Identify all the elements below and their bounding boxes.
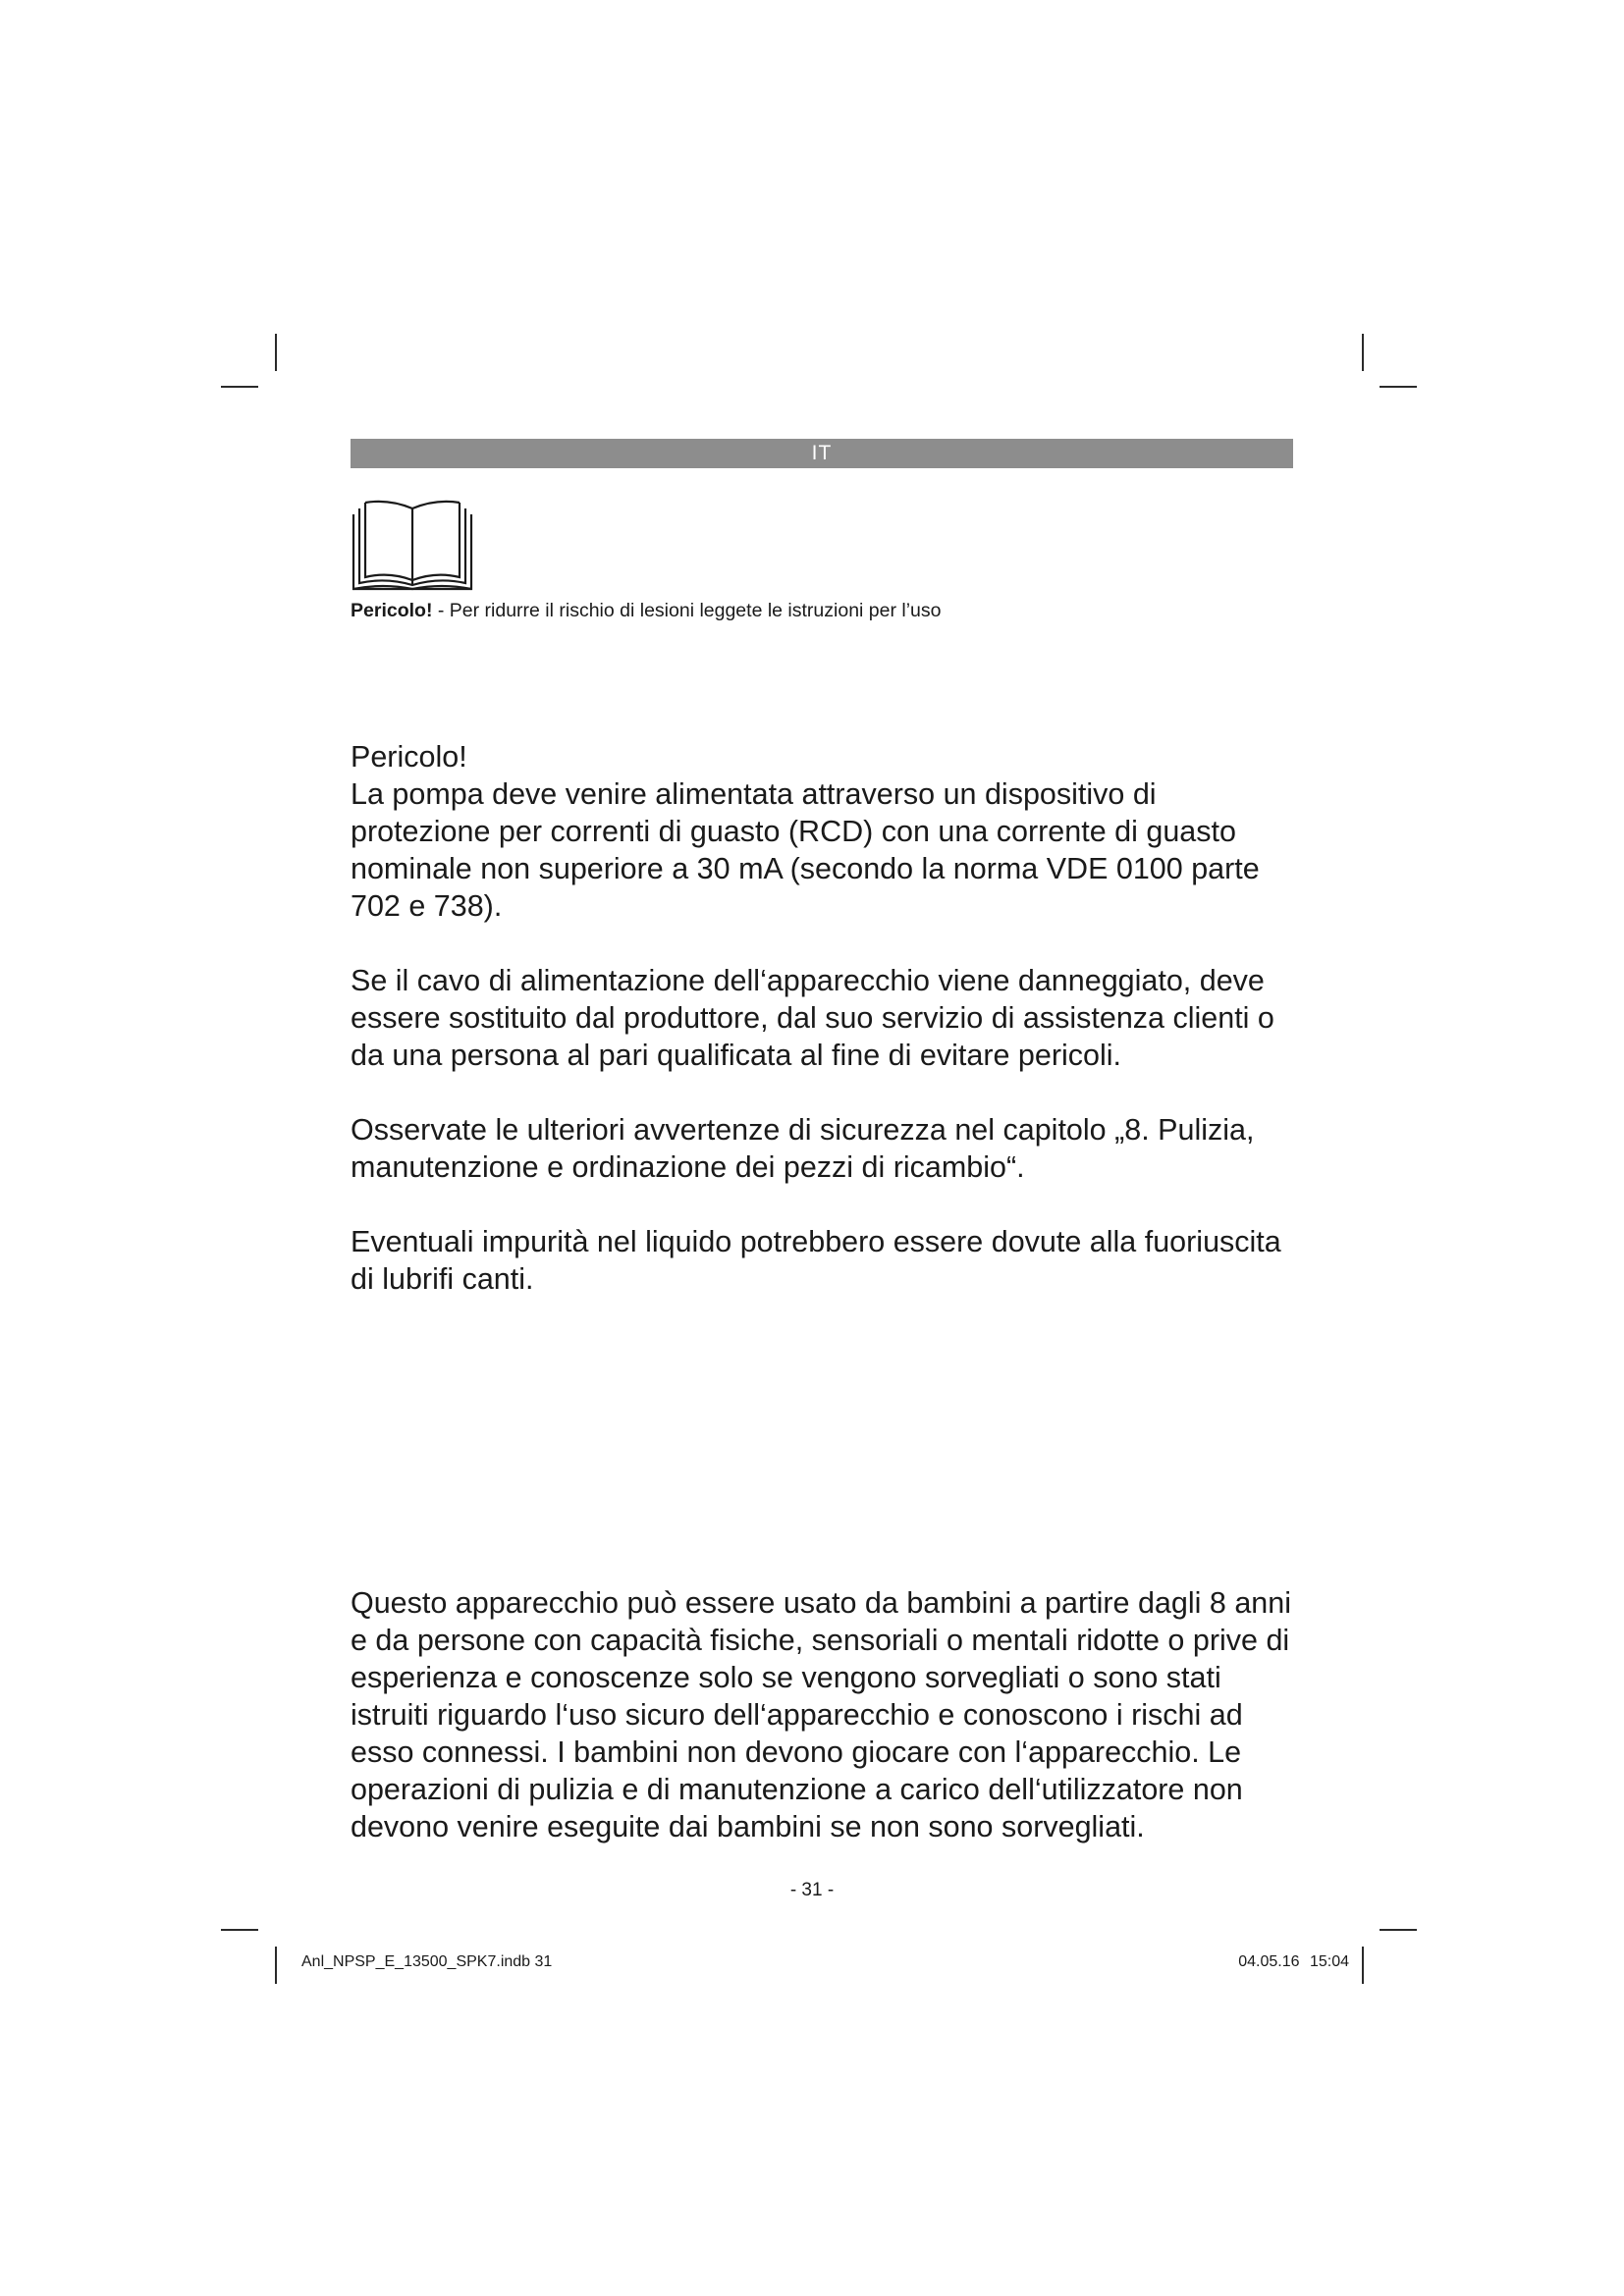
warning-caption-label: Pericolo! bbox=[351, 600, 433, 621]
file-slug: Anl_NPSP_E_13500_SPK7.indb 31 bbox=[301, 1953, 553, 1970]
children-paragraph: Questo apparecchio può essere usato da bambini a partire dagli 8 anni e da persone con capacità fisiche, sensoriali o mentali ridotte o prive di esperienza e conoscenze solo se vengono sorvegliati o sono stati istruiti riguardo l‘uso sicuro dell‘apparecchio e conoscono i rischi ad esso connessi. I bambini non devono giocare con l‘apparecchio. Le operazioni di pulizia e di manutenzione a carico dell‘utilizzatore non devono venire eseguite dai bambini se non sono sorvegliati. bbox=[351, 1586, 1291, 1843]
crop-mark-top-left-horizontal bbox=[221, 386, 258, 388]
crop-mark-top-left-vertical bbox=[275, 334, 277, 371]
warning-caption-text: - Per ridurre il rischio di lesioni leggete le istruzioni per l’uso bbox=[432, 600, 942, 621]
danger-heading: Pericolo! bbox=[351, 740, 467, 774]
crop-mark-top-right-horizontal bbox=[1380, 386, 1417, 388]
cable-paragraph: Se il cavo di alimentazione dell‘apparecchio viene danneggiato, deve essere sostituito dal produttore, dal suo servizio di assistenza clienti o da una persona al pari qualificata al fine di evitare pericoli. bbox=[351, 964, 1274, 1072]
language-header-bar bbox=[351, 439, 1293, 468]
crop-mark-bottom-left-vertical bbox=[275, 1947, 277, 1984]
crop-mark-bottom-left-horizontal bbox=[221, 1929, 258, 1931]
danger-section bbox=[351, 738, 1293, 925]
print-date-time: 04.05.16 15:04 bbox=[1238, 1953, 1349, 1970]
rcd-paragraph: La pompa deve venire alimentata attraverso un dispositivo di protezione per correnti di guasto (RCD) con una corrente di guasto nominale non superiore a 30 mA (secondo la norma VDE 0100 parte 702 e 738). bbox=[351, 777, 1260, 923]
crop-mark-bottom-right-vertical bbox=[1362, 1947, 1364, 1984]
lubricant-paragraph: Eventuali impurità nel liquido potrebbero essere dovute alla fuoriuscita di lubrifi canti. bbox=[351, 1225, 1281, 1296]
safety-paragraph: Osservate le ulteriori avvertenze di sicurezza nel capitolo „8. Pulizia, manutenzione e ordinazione dei pezzi di ricambio“. bbox=[351, 1113, 1255, 1184]
language-tag: IT bbox=[811, 442, 833, 464]
crop-mark-bottom-right-horizontal bbox=[1380, 1929, 1417, 1931]
open-book-icon bbox=[352, 499, 473, 591]
page-number: - 31 - bbox=[789, 1880, 835, 1900]
crop-mark-top-right-vertical bbox=[1362, 334, 1364, 371]
warning-caption bbox=[351, 600, 942, 622]
